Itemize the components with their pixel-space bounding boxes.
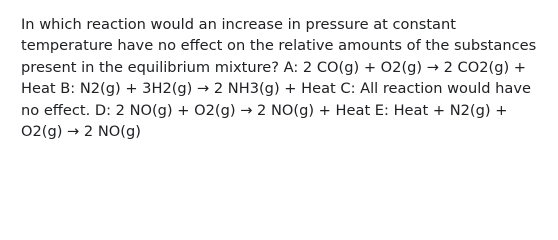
question-text: In which reaction would an increase in pressure at constant temperature have no effect on the relative amounts of the substances present in the equilibrium mixture? A: 2 CO(g) + O2(g) → 2 CO2(g) + Heat B: N2(g) + 3H2(g) → 2 NH3(g) + Heat C: All reaction would have no effect. D: 2 NO(g) + O2(g) → 2 NO(g) + Heat E: Heat + N2(g) + O2(g) → 2 NO(g) <box>21 16 537 141</box>
